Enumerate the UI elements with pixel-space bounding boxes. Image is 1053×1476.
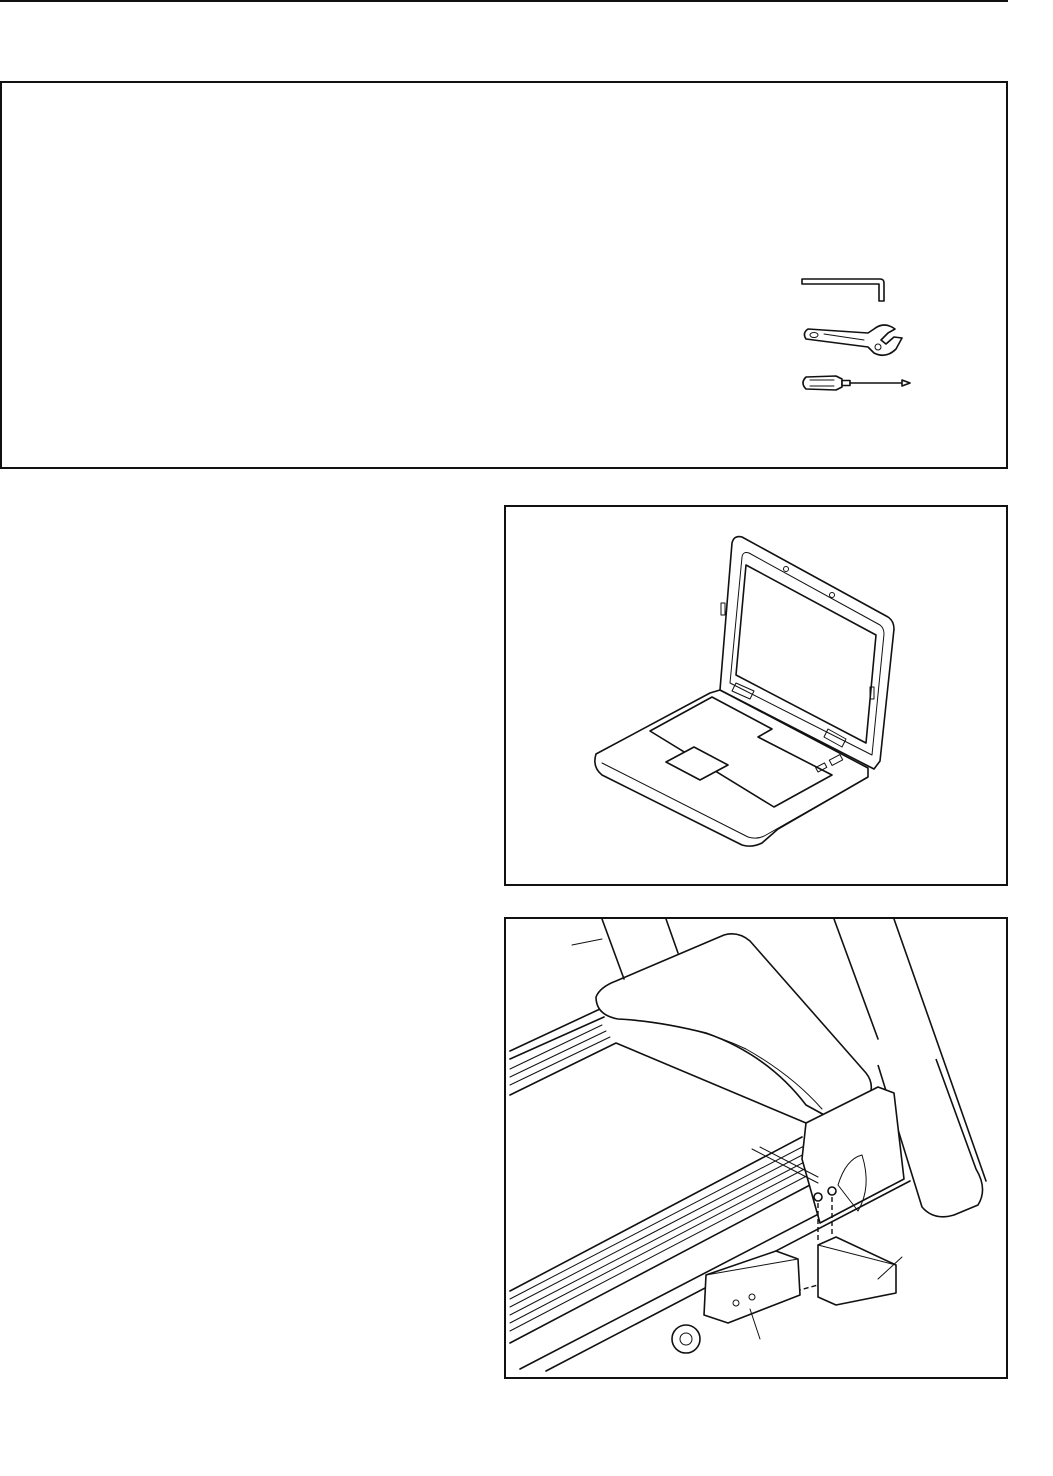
laptop-figure [504, 505, 1008, 886]
tools-box [0, 81, 1008, 469]
treadmill-figure [504, 917, 1008, 1379]
hex-key-icon [802, 279, 884, 301]
laptop-illustration [506, 507, 1006, 884]
phillips-screwdriver-icon [803, 376, 910, 390]
top-rule [0, 0, 1008, 2]
adjustable-wrench-icon [804, 325, 902, 355]
treadmill-assembly-illustration [506, 919, 1006, 1377]
